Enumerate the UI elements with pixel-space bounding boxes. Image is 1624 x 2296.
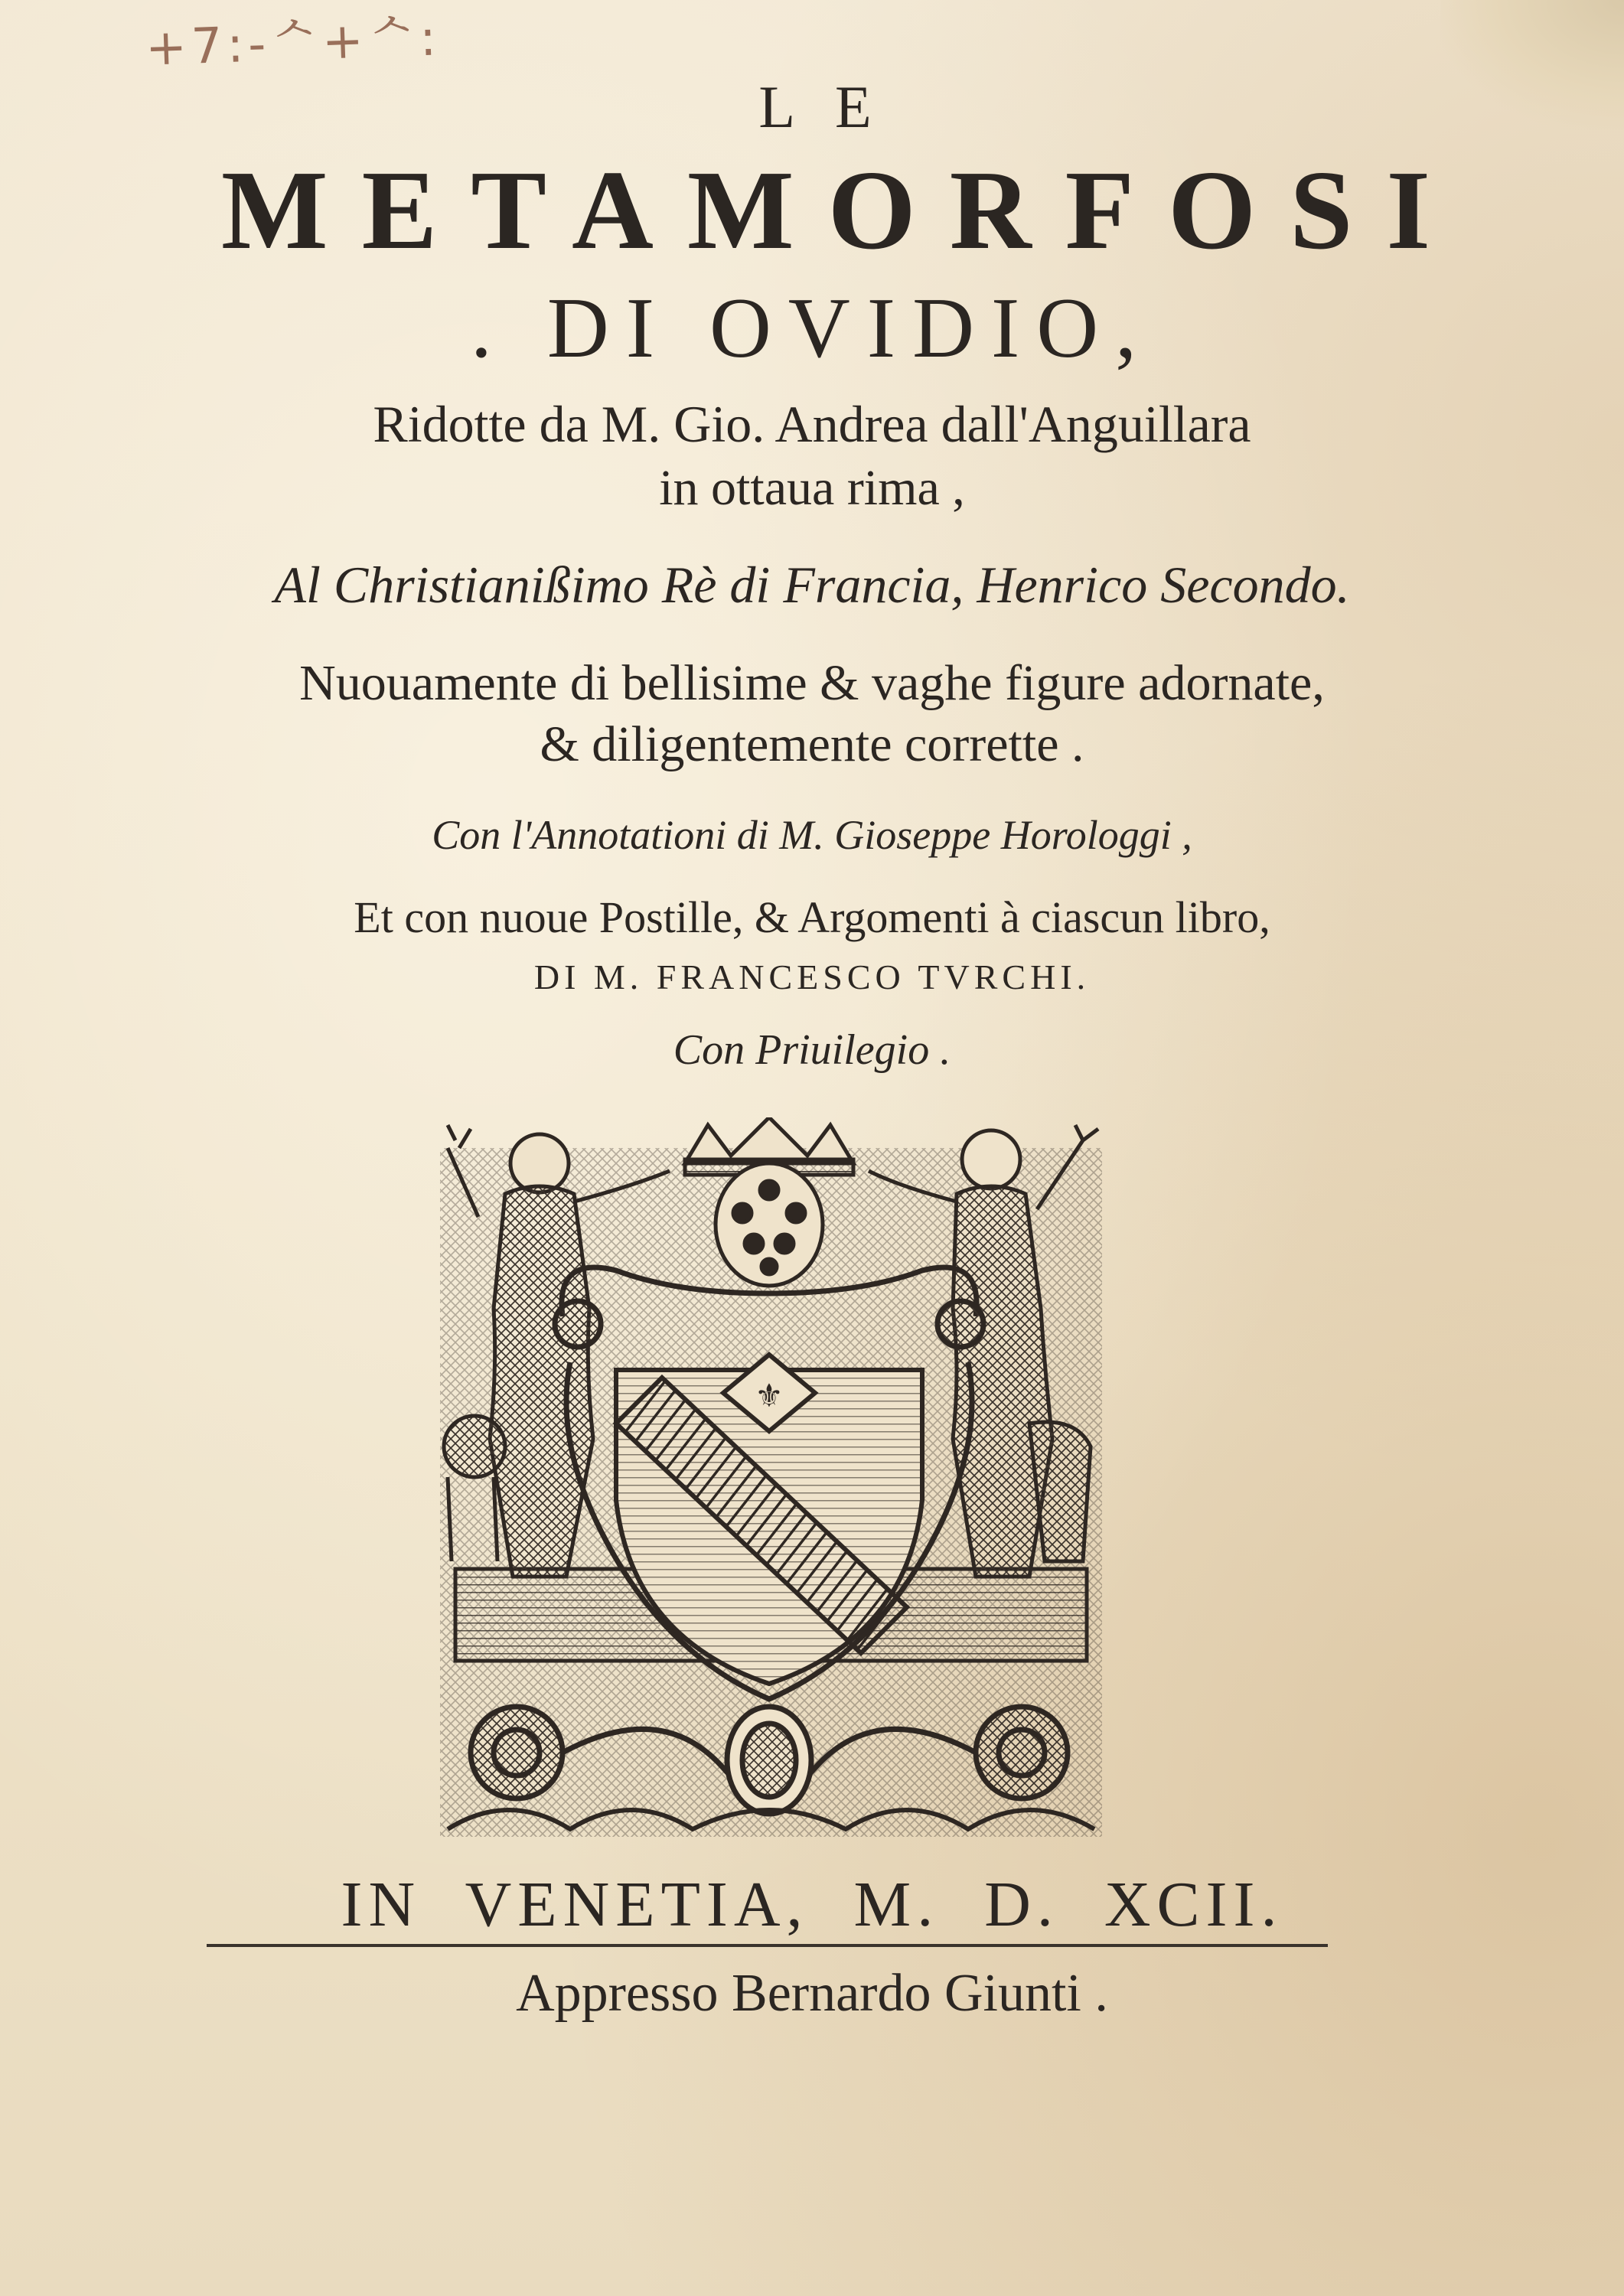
postille-line: Et con nuoue Postille, & Argomenti à ciascun libro, xyxy=(354,892,1270,942)
printers-device-woodcut xyxy=(432,1117,1110,1844)
title-author: . DI OVIDIO, xyxy=(470,281,1154,376)
imprint-place-date: IN VENETIA, M. D. XCII. xyxy=(341,1869,1283,1940)
title-main: METAMORFOSI xyxy=(220,148,1465,273)
description-line-1: Nuouamente di bellisime & vaghe figure adornate, xyxy=(299,655,1325,711)
imprint-publisher: Appresso Bernardo Giunti . xyxy=(516,1964,1108,2023)
translator-line: Ridotte da M. Gio. Andrea dall'Anguillara xyxy=(373,395,1251,453)
title-article: LE xyxy=(758,73,911,140)
verse-form-line: in ottaua rima , xyxy=(659,460,965,516)
annotations-line: Con l'Annotationi di M. Gioseppe Horologgi , xyxy=(432,812,1192,858)
dedication-line: Al Christianißimo Rè di Francia, Henrico Secondo. xyxy=(274,556,1350,614)
turchi-line: DI M. FRANCESCO TVRCHI. xyxy=(533,957,1091,996)
svg-text:⚜: ⚜ xyxy=(755,1377,784,1414)
handwritten-note: +7:-ᄉ+ᄉ: xyxy=(145,10,442,77)
privilege-line: Con Priuilegio . xyxy=(673,1026,951,1074)
description-line-2: & diligentemente corrette . xyxy=(540,716,1084,772)
medici-oval-arms xyxy=(716,1163,823,1286)
imprint-rule xyxy=(207,1944,1328,1947)
